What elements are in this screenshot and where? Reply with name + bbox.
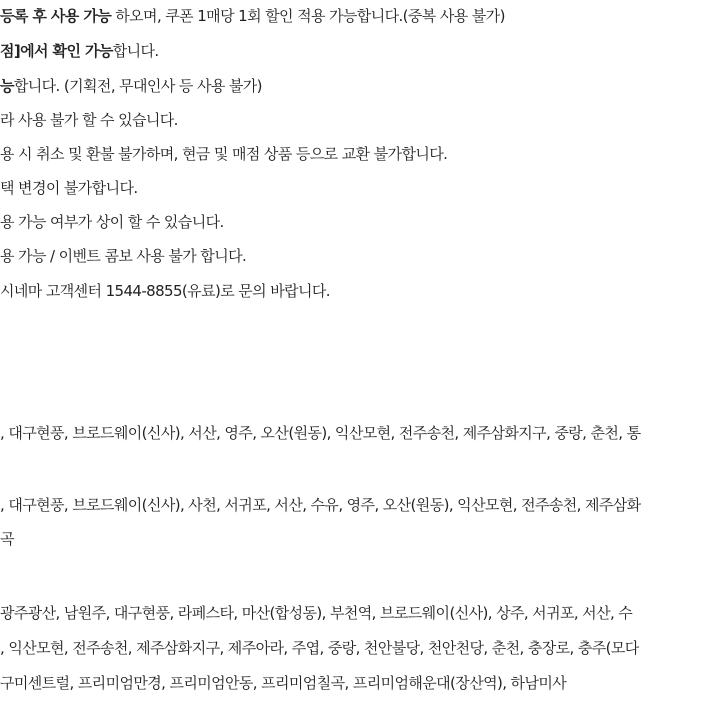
- notice-line-3-bold: 능: [0, 77, 14, 95]
- theater-list-3-line-3: 구미센트럴, 프리미엄만경, 프리미엄안동, 프리미엄칠곡, 프리미엄해운대(장산역), 하남미사: [0, 674, 567, 692]
- notice-line-1-bold: 등록 후 사용 가능: [0, 7, 112, 25]
- notice-line-1-text: 하오며, 쿠폰 1매당 1회 할인 적용 가능합니다.(중복 사용 불가): [111, 7, 505, 25]
- notice-line-7-text: 용 가능 여부가 상이 할 수 있습니다.: [0, 213, 224, 231]
- theater-list-1-line-1: , 대구현풍, 브로드웨이(신사), 서산, 영주, 오산(원동), 익산모현, 전주송천, 제주삼화지구, 중랑, 춘천, 통: [0, 424, 641, 442]
- notice-line-2-bold: 점]에서 확인 가능: [0, 42, 113, 60]
- theater-list-2-line-1: , 대구현풍, 브로드웨이(신사), 사천, 서귀포, 서산, 수유, 영주, 오산(원동), 익산모현, 전주송천, 제주삼화: [0, 496, 641, 514]
- notice-line-4-text: 라 사용 불가 할 수 있습니다.: [0, 111, 178, 129]
- theater-list-2-line-2: 곡: [0, 530, 14, 548]
- theater-list-3-line-1: 광주광산, 남원주, 대구현풍, 라페스타, 마산(합성동), 부천역, 브로드웨이(신사), 상주, 서귀포, 서산, 수: [0, 604, 633, 622]
- notice-line-6: [0, 178, 138, 198]
- notice-line-4: [0, 110, 178, 130]
- notice-line-1: [0, 6, 505, 26]
- theater-list-3-line-2: , 익산모현, 전주송천, 제주삼화지구, 제주아라, 주엽, 중랑, 천안불당, 천안천당, 춘천, 충장로, 충주(모다: [0, 639, 639, 657]
- notice-line-8-text: 용 가능 / 이벤트 콤보 사용 불가 합니다.: [0, 247, 247, 265]
- notice-line-5-text: 용 시 취소 및 환불 불가하며, 현금 및 매점 상품 등으로 교환 불가합니다.: [0, 145, 448, 163]
- notice-line-8: [0, 246, 246, 266]
- notice-line-2: [0, 41, 159, 61]
- notice-line-7: [0, 212, 224, 232]
- notice-line-5: [0, 144, 447, 164]
- notice-line-3: [0, 76, 262, 96]
- notice-line-3-text: 합니다. (기획전, 무대인사 등 사용 불가): [13, 77, 262, 95]
- notice-line-2-text: 합니다.: [112, 42, 159, 60]
- notice-line-9-text: 시네마 고객센터 1544-8855(유료)로 문의 바랍니다.: [0, 282, 330, 300]
- notice-line-6-text: 택 변경이 불가합니다.: [0, 179, 138, 197]
- notice-line-9: [0, 281, 330, 301]
